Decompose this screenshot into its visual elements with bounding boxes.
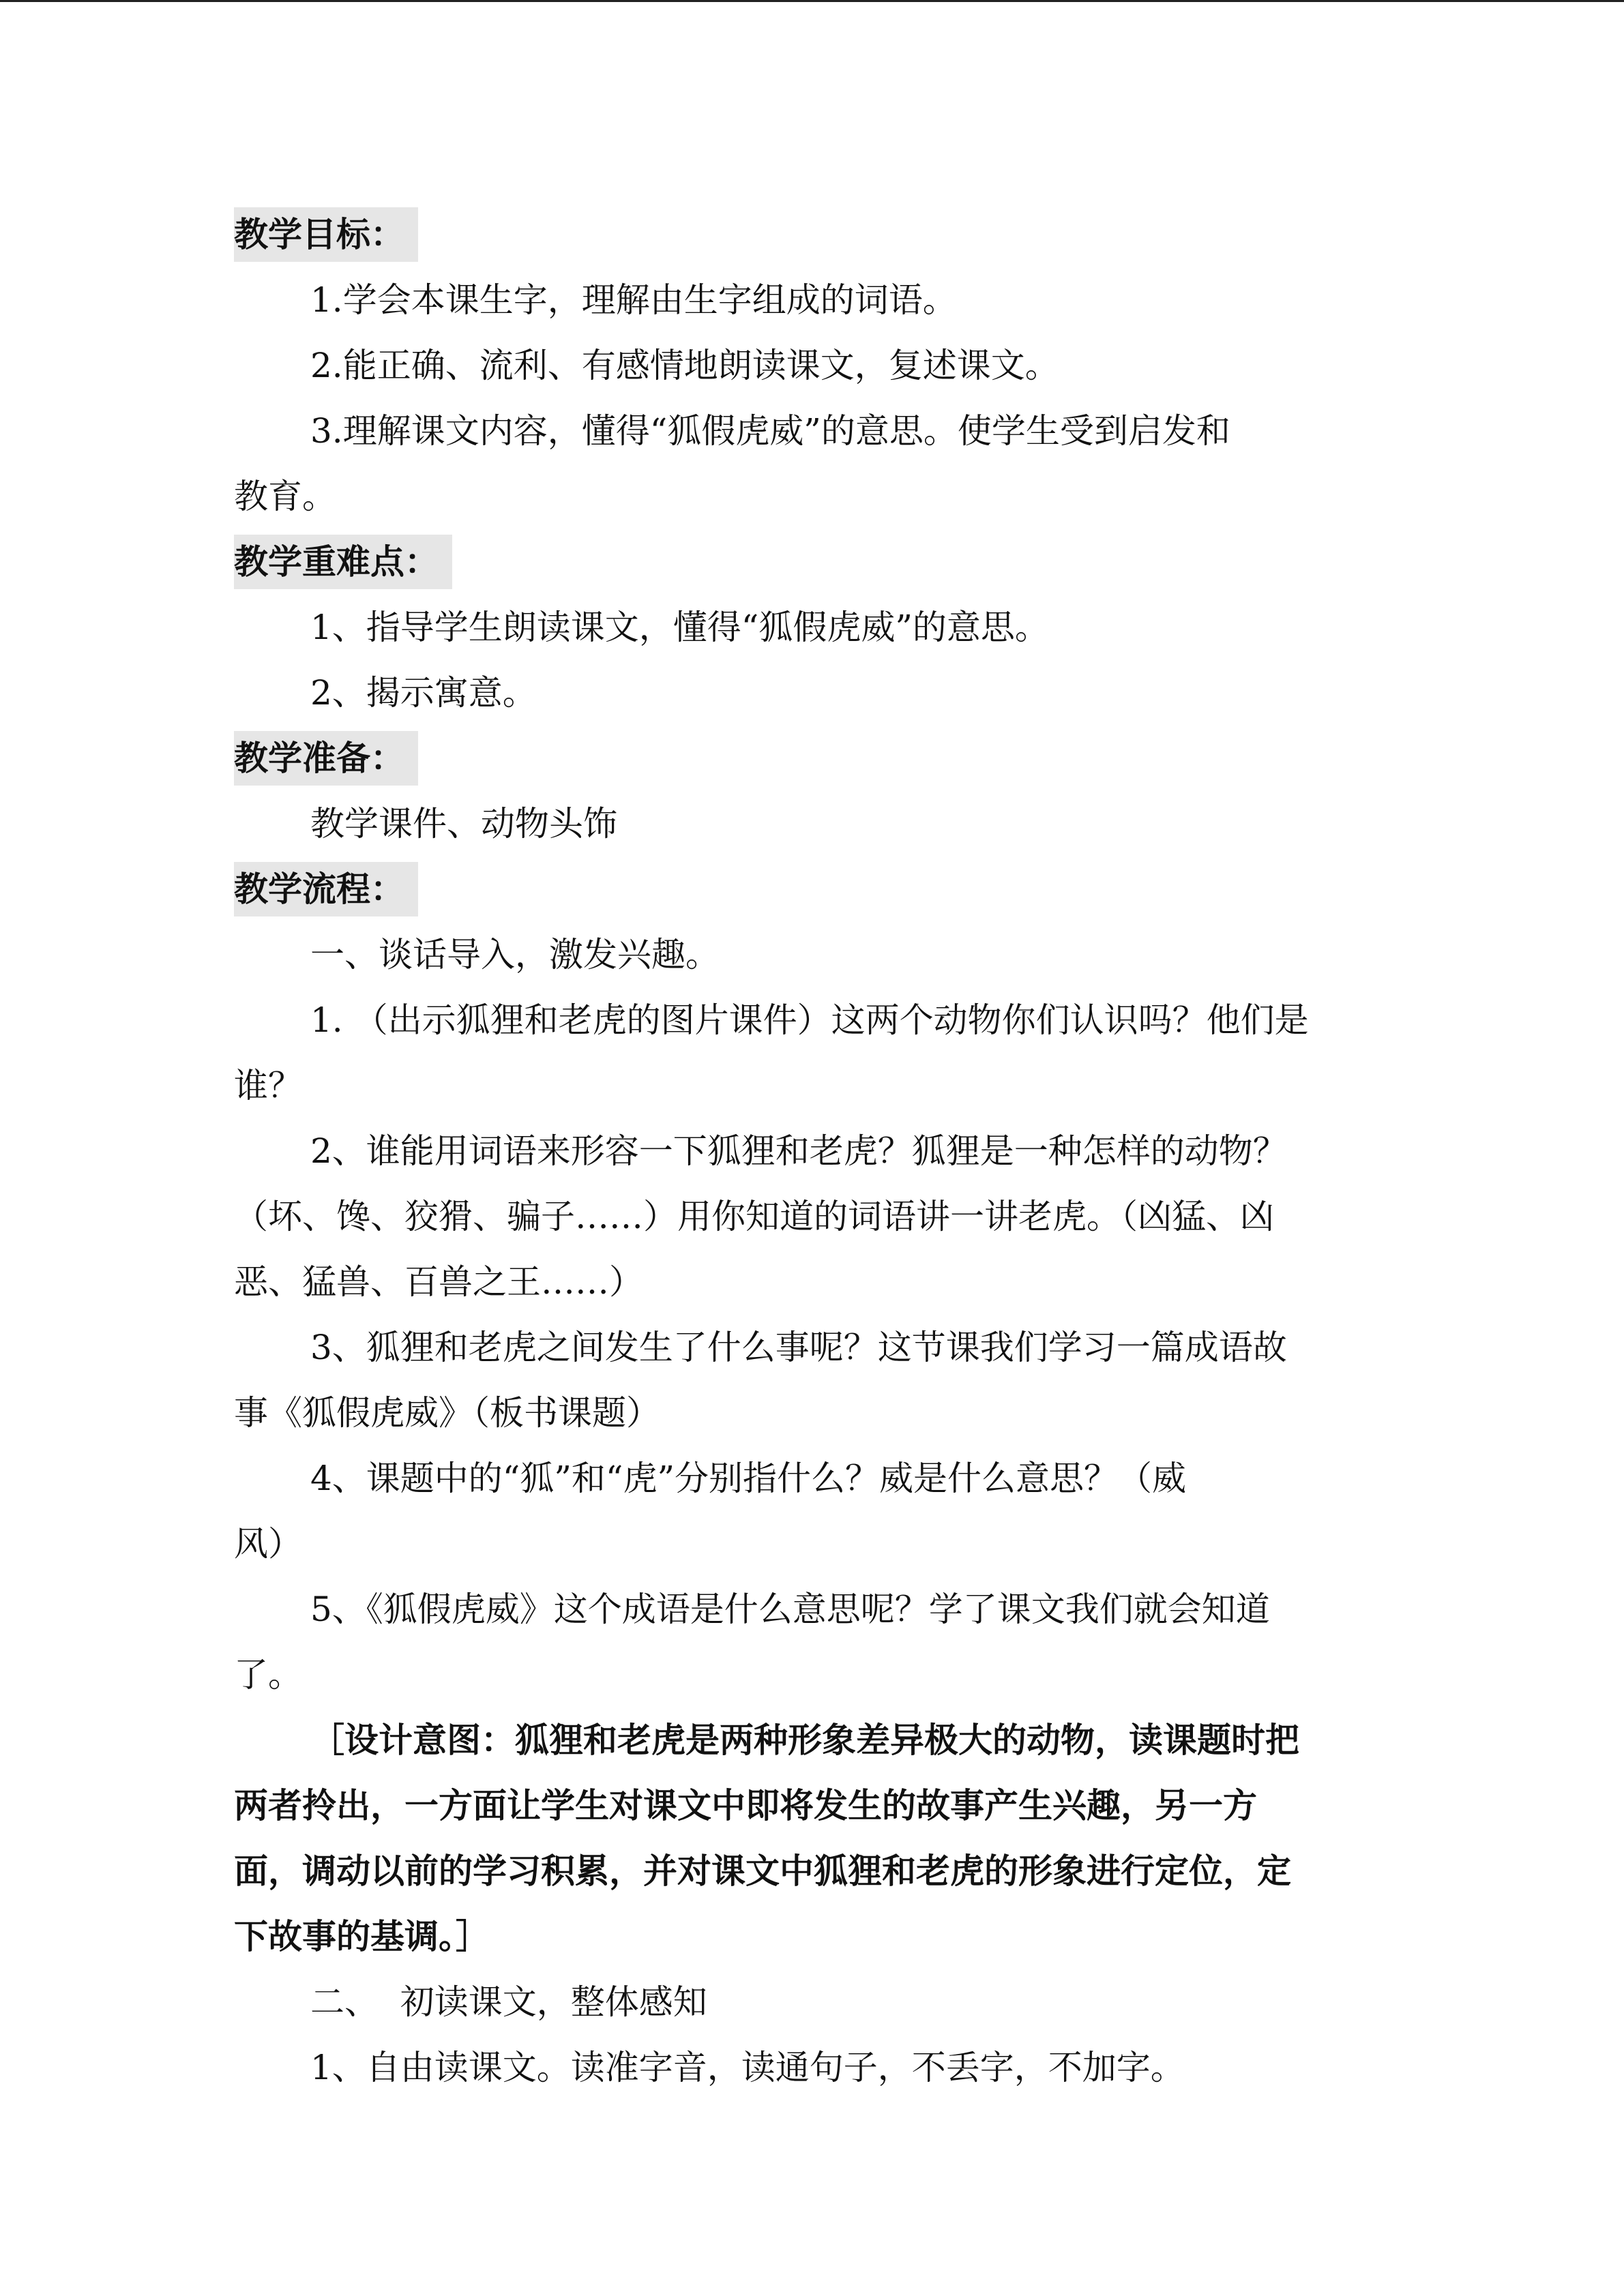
heading-preparation: 教学准备：	[234, 731, 418, 786]
objective-item-3-line-1: 3.理解课文内容，懂得“狐假虎威”的意思。使学生受到启发和	[310, 411, 1230, 451]
design-intent-line-2: 两者拎出，一方面让学生对课文中即将发生的故事产生兴趣，另一方	[234, 1785, 1257, 1825]
page-top-border	[0, 0, 1624, 2]
process-section-2-step-1: 1、自由读课文。读准字音，读通句子，不丢字，不加字。	[310, 2048, 1185, 2087]
heading-row-objectives	[234, 202, 1434, 267]
preparation-item-1: 教学课件、动物头饰	[310, 804, 617, 844]
objective-item-2: 2.能正确、流利、有感情地朗读课文，复述课文。	[310, 346, 1059, 385]
key-point-item-1: 1、指导学生朗读课文，懂得“狐假虎威”的意思。	[310, 608, 1049, 647]
process-step-5-line-2: 了。	[234, 1655, 302, 1695]
lesson-plan-document	[234, 202, 1434, 2100]
process-step-3-line-1: 3、狐狸和老虎之间发生了什么事呢？这节课我们学习一篇成语故	[310, 1328, 1287, 1367]
process-step-3-line-2: 事《狐假虎威》（板书课题）	[234, 1393, 660, 1433]
key-point-item-2: 2、揭示寓意。	[310, 673, 537, 713]
objective-item-1: 1.学会本课生字，理解由生字组成的词语。	[310, 280, 957, 320]
heading-objectives: 教学目标：	[234, 207, 418, 262]
process-step-5-line-1: 5、《狐假虎威》这个成语是什么意思呢？学了课文我们就会知道	[310, 1590, 1270, 1629]
heading-process: 教学流程：	[234, 862, 418, 916]
design-intent-line-3: 面，调动以前的学习积累，并对课文中狐狸和老虎的形象进行定位，定	[234, 1851, 1291, 1891]
process-step-2-line-1: 2、谁能用词语来形容一下狐狸和老虎？狐狸是一种怎样的动物？	[310, 1131, 1287, 1171]
design-intent-line-1: ［设计意图：狐狸和老虎是两种形象差异极大的动物，读课题时把	[310, 1720, 1299, 1760]
heading-row-preparation	[234, 726, 1434, 791]
process-step-4-line-2: 风）	[234, 1524, 302, 1564]
heading-row-key-points	[234, 529, 1434, 595]
process-section-1-title: 一、谈话导入，激发兴趣。	[310, 935, 720, 974]
process-section-2-title: 二、 初读课文，整体感知	[310, 1982, 707, 2022]
objective-item-3-line-2: 教育。	[234, 477, 336, 516]
heading-key-points: 教学重难点：	[234, 535, 452, 589]
process-step-1-line-2: 谁？	[234, 1066, 302, 1105]
heading-row-process	[234, 856, 1434, 922]
process-step-4-line-1: 4、课题中的“狐”和“虎”分别指什么？威是什么意思？（威	[310, 1459, 1187, 1498]
process-step-1-line-1: 1. （出示狐狸和老虎的图片课件）这两个动物你们认识吗？他们是	[310, 1000, 1309, 1040]
process-step-2-line-2: （坏、馋、狡猾、骗子……）用你知道的词语讲一讲老虎。（凶猛、凶	[234, 1197, 1274, 1236]
process-step-2-line-3: 恶、猛兽、百兽之王……）	[234, 1262, 643, 1302]
design-intent-line-4: 下故事的基调。］	[234, 1916, 490, 1956]
